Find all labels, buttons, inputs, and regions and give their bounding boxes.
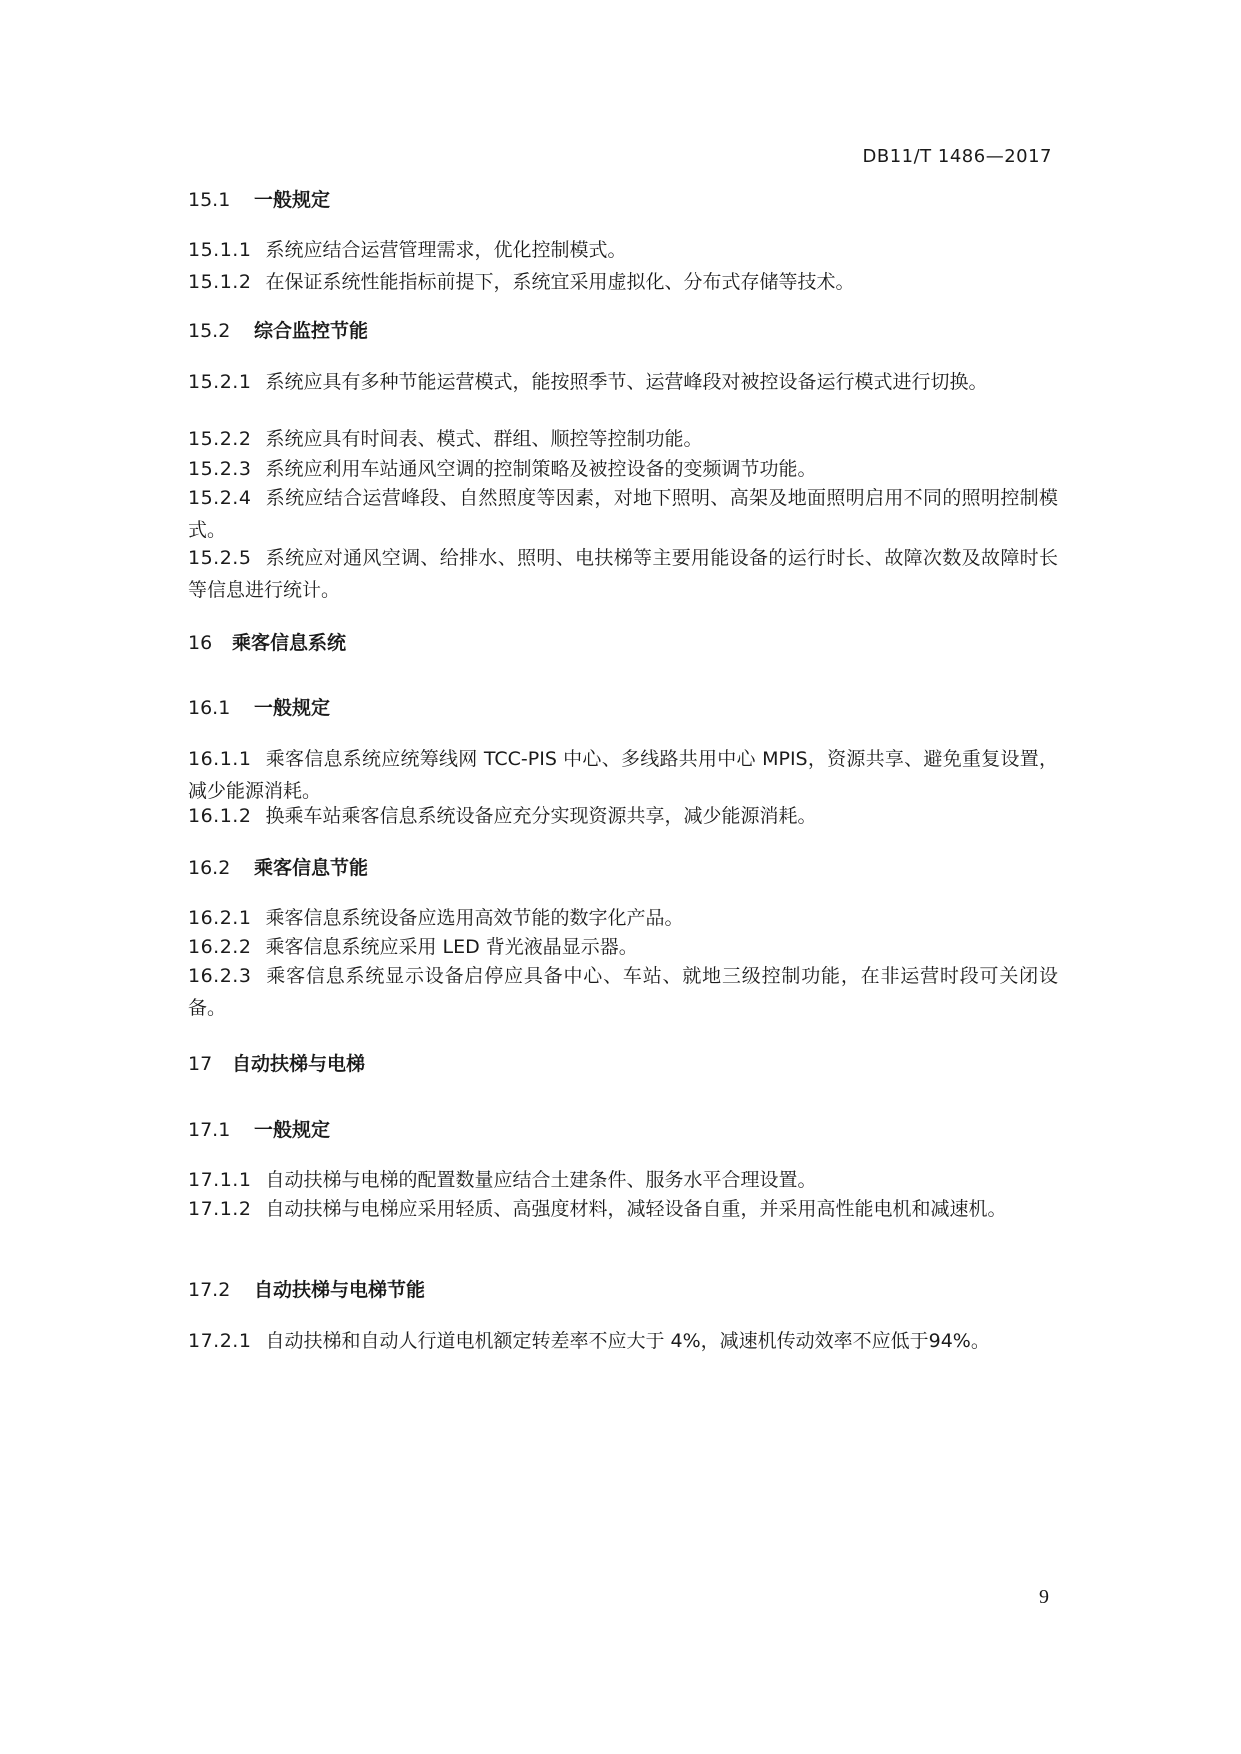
- clause-text: 系统应具有多种节能运营模式，能按照季节、运营峰段对被控设备运行模式进行切换。: [265, 371, 988, 393]
- section-number: 17.2: [188, 1279, 231, 1301]
- chapter-heading: [188, 1048, 1058, 1080]
- clause: [188, 1326, 1058, 1358]
- clause-text: 乘客信息系统设备应选用高效节能的数字化产品。: [265, 907, 684, 929]
- clause-number: 17.1.1: [188, 1169, 252, 1191]
- section-number: 16.1: [188, 697, 231, 719]
- chapter-number: 16: [188, 632, 213, 654]
- clause-number: 17.1.2: [188, 1198, 252, 1220]
- chapter-heading: [188, 627, 1058, 659]
- section-title: 一般规定: [254, 697, 331, 719]
- clause-text: 系统应结合运营管理需求，优化控制模式。: [265, 239, 627, 261]
- clause-number: 15.2.1: [188, 371, 252, 393]
- clause: [188, 903, 1058, 935]
- clause-number: 16.2.3: [188, 965, 252, 987]
- section-title: 一般规定: [254, 189, 331, 211]
- section-heading: [188, 184, 1058, 216]
- clause: [188, 235, 1058, 267]
- clause: [188, 801, 1058, 833]
- page-number: 9: [1039, 1586, 1049, 1608]
- section-title: 乘客信息节能: [254, 857, 369, 879]
- clause: [188, 267, 1058, 299]
- section-title: 一般规定: [254, 1119, 331, 1141]
- clause: [188, 1194, 1058, 1226]
- section-title: 自动扶梯与电梯节能: [254, 1279, 426, 1301]
- chapter-number: 17: [188, 1053, 213, 1075]
- clause: [188, 367, 1058, 399]
- clause: [188, 543, 1058, 606]
- section-heading: [188, 692, 1058, 724]
- clause-text: 自动扶梯和自动人行道电机额定转差率不应大于 4%，减速机传动效率不应低于94%。: [265, 1330, 990, 1352]
- clause-text: 系统应结合运营峰段、自然照度等因素，对地下照明、高架及地面照明启用不同的照明控制模式。: [188, 487, 1058, 541]
- clause-text: 系统应利用车站通风空调的控制策略及被控设备的变频调节功能。: [265, 458, 817, 480]
- section-number: 17.1: [188, 1119, 231, 1141]
- clause-text: 在保证系统性能指标前提下，系统宜采用虚拟化、分布式存储等技术。: [265, 271, 855, 293]
- section-heading: [188, 1274, 1058, 1306]
- clause-number: 16.1.2: [188, 805, 252, 827]
- clause-number: 15.1.2: [188, 271, 252, 293]
- section-number: 16.2: [188, 857, 231, 879]
- clause-number: 16.1.1: [188, 748, 252, 770]
- chapter-title: 乘客信息系统: [232, 632, 347, 654]
- clause-text: 换乘车站乘客信息系统设备应充分实现资源共享，减少能源消耗。: [265, 805, 817, 827]
- section-title: 综合监控节能: [254, 320, 369, 342]
- clause-text: 乘客信息系统应采用 LED 背光液晶显示器。: [265, 936, 638, 958]
- clause-text: 自动扶梯与电梯的配置数量应结合土建条件、服务水平合理设置。: [265, 1169, 817, 1191]
- clause: [188, 744, 1058, 807]
- chapter-title: 自动扶梯与电梯: [232, 1053, 366, 1075]
- clause: [188, 483, 1058, 546]
- section-number: 15.1: [188, 189, 231, 211]
- clause-number: 16.2.2: [188, 936, 252, 958]
- clause-text: 乘客信息系统显示设备启停应具备中心、车站、就地三级控制功能，在非运营时段可关闭设备。: [188, 965, 1058, 1019]
- section-number: 15.2: [188, 320, 231, 342]
- clause: [188, 932, 1058, 964]
- clause-number: 15.2.3: [188, 458, 252, 480]
- clause-number: 15.2.2: [188, 428, 252, 450]
- section-heading: [188, 1114, 1058, 1146]
- clause: [188, 1165, 1058, 1197]
- clause-number: 15.2.5: [188, 547, 252, 569]
- document-code: DB11/T 1486—2017: [862, 146, 1052, 167]
- section-heading: [188, 852, 1058, 884]
- clause-text: 系统应具有时间表、模式、群组、顺控等控制功能。: [265, 428, 703, 450]
- clause-number: 17.2.1: [188, 1330, 252, 1352]
- clause-number: 16.2.1: [188, 907, 252, 929]
- clause-text: 自动扶梯与电梯应采用轻质、高强度材料，减轻设备自重，并采用高性能电机和减速机。: [265, 1198, 1007, 1220]
- clause-number: 15.2.4: [188, 487, 252, 509]
- clause-text: 系统应对通风空调、给排水、照明、电扶梯等主要用能设备的运行时长、故障次数及故障时长等信息进行统计。: [188, 547, 1058, 601]
- section-heading: [188, 315, 1058, 347]
- clause-number: 15.1.1: [188, 239, 252, 261]
- clause: [188, 961, 1058, 1024]
- clause: [188, 424, 1058, 456]
- clause: [188, 454, 1058, 486]
- clause-text: 乘客信息系统应统筹线网 TCC-PIS 中心、多线路共用中心 MPIS，资源共享、避免重复设置，减少能源消耗。: [188, 748, 1058, 802]
